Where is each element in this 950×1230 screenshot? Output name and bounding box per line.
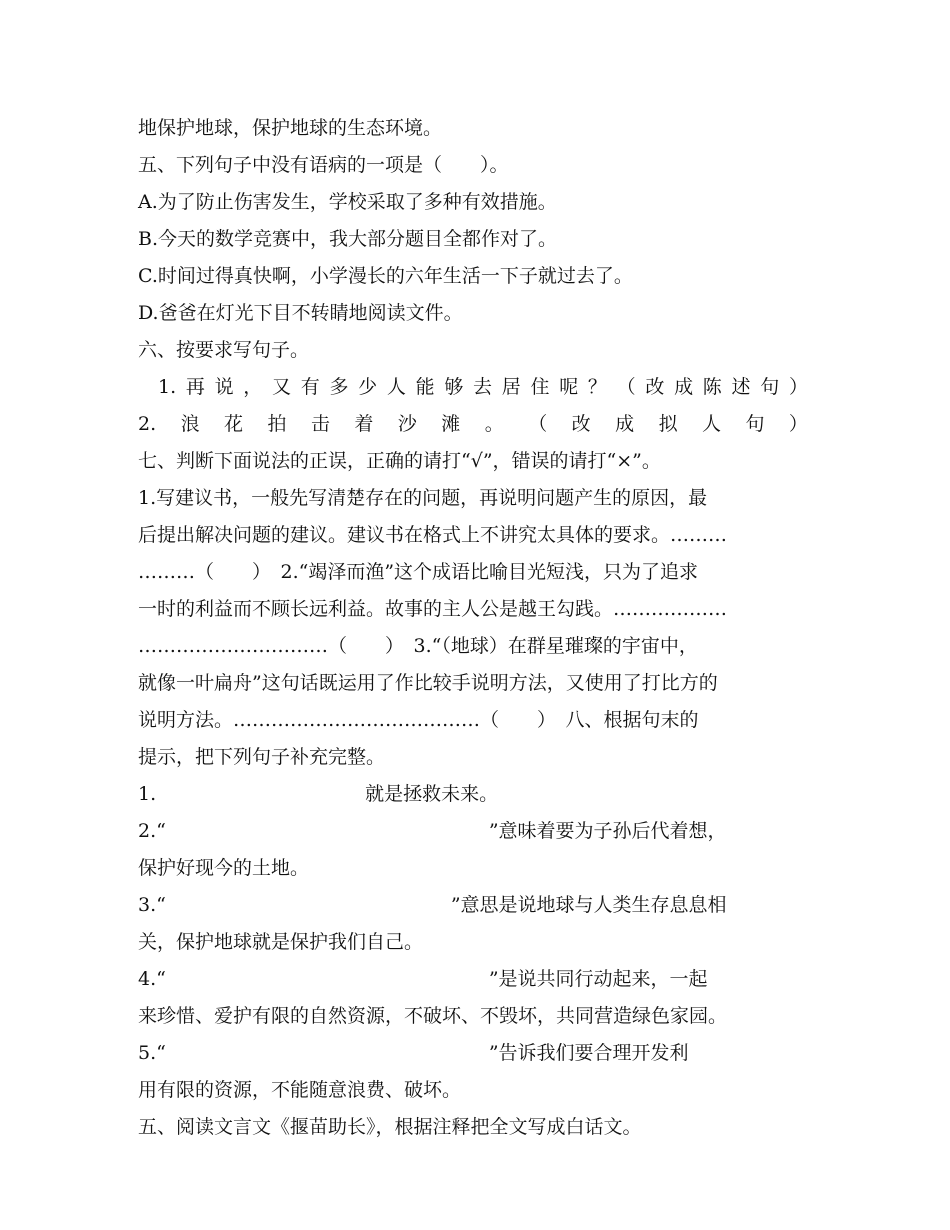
option-a: A.为了防止伤害发生，学校采取了多种有效措施。 bbox=[138, 191, 557, 213]
judgement-text: 后提出解决问题的建议。建议书在格式上不讲究太具体的要求。……… bbox=[138, 524, 728, 546]
char: （ bbox=[616, 376, 636, 398]
option-c: C.时间过得真快啊，小学漫长的六年生活一下子就过去了。 bbox=[138, 265, 633, 287]
judgement-text: 一时的利益而不顾长远利益。故事的主人公是越王勾践。……………… bbox=[138, 598, 728, 620]
char: 少 bbox=[358, 376, 378, 398]
char: 又 bbox=[272, 376, 292, 398]
fill-blank-item-4: 4.“ ”是说共同行动起来，一起 bbox=[138, 968, 708, 990]
char: 够 bbox=[444, 376, 464, 398]
sentence-task-2 bbox=[138, 406, 808, 442]
question-7-heading: 七、判断下面说法的正误，正确的请打“√”，错误的请打“×”。 bbox=[138, 450, 661, 472]
fill-blank-item-5-cont: 用有限的资源，不能随意浪费、破坏。 bbox=[138, 1079, 462, 1101]
fill-blank-item-2: 2.“ ”意味着要为子孙后代着想， bbox=[138, 820, 727, 842]
char: 沙 bbox=[397, 413, 417, 435]
fill-blank-item-1: 1. 就是拯救未来。 bbox=[138, 783, 499, 805]
question-8-heading: 提示，把下列句子补充完整。 bbox=[138, 746, 386, 768]
char: 改 bbox=[645, 376, 665, 398]
char: ？ bbox=[587, 376, 607, 398]
option-d: D.爸爸在灯光下目不转睛地阅读文件。 bbox=[138, 302, 463, 324]
judgement-text: …………………………（ ） 3.“（地球）在群星璀璨的宇宙中， bbox=[138, 635, 698, 657]
char: ） bbox=[788, 413, 808, 435]
char: 居 bbox=[501, 376, 521, 398]
char: 滩 bbox=[441, 413, 461, 435]
sentence-task-1 bbox=[158, 369, 808, 405]
char: 有 bbox=[300, 376, 320, 398]
judgement-text: 说明方法。…………………………………（ ） 八、根据句末的 bbox=[138, 709, 699, 731]
classical-reading-heading: 五、阅读文言文《揠苗助长》，根据注释把全文写成白话文。 bbox=[138, 1116, 642, 1138]
char: 呢 bbox=[559, 376, 579, 398]
char: 击 bbox=[310, 413, 330, 435]
char: 能 bbox=[415, 376, 435, 398]
question-5-heading: 五、下列句子中没有语病的一项是（ ）。 bbox=[138, 154, 509, 176]
judgement-text: 1.写建议书，一般先写清楚存在的问题，再说明问题产生的原因，最 bbox=[138, 487, 708, 509]
char: 拍 bbox=[267, 413, 287, 435]
text-line: 地保护地球，保护地球的生态环境。 bbox=[138, 117, 443, 139]
char: 成 bbox=[674, 376, 694, 398]
char: 陈 bbox=[702, 376, 722, 398]
char: 成 bbox=[615, 413, 635, 435]
char: 再 bbox=[185, 376, 205, 398]
char: 人 bbox=[386, 376, 406, 398]
char: 句 bbox=[745, 413, 765, 435]
char: 。 bbox=[484, 413, 504, 435]
option-b: B.今天的数学竞赛中，我大部分题目全都作对了。 bbox=[138, 228, 558, 250]
char: 花 bbox=[224, 413, 244, 435]
judgement-text: 就像一叶扁舟”这句话既运用了作比较手说明方法，又使用了打比方的 bbox=[138, 672, 718, 694]
char: 多 bbox=[329, 376, 349, 398]
char: 句 bbox=[760, 376, 780, 398]
char: 人 bbox=[702, 413, 722, 435]
fill-blank-item-2-cont: 保护好现今的土地。 bbox=[138, 857, 310, 879]
question-6-heading: 六、按要求写句子。 bbox=[138, 339, 310, 361]
char: 改 bbox=[571, 413, 591, 435]
judgement-text: ………（ ） 2.“竭泽而渔”这个成语比喻目光短浅，只为了追求 bbox=[138, 561, 699, 583]
char: （ bbox=[528, 413, 548, 435]
char: 去 bbox=[473, 376, 493, 398]
char: 2. bbox=[138, 413, 157, 435]
char: 浪 bbox=[180, 413, 200, 435]
fill-blank-item-3-cont: 关，保护地球就是保护我们自己。 bbox=[138, 931, 424, 953]
char: 说 bbox=[214, 376, 234, 398]
char: 着 bbox=[354, 413, 374, 435]
char: 住 bbox=[530, 376, 550, 398]
char: 述 bbox=[731, 376, 751, 398]
fill-blank-item-3: 3.“ ”意思是说地球与人类生存息息相 bbox=[138, 894, 727, 916]
char: 拟 bbox=[658, 413, 678, 435]
char: 1. bbox=[158, 376, 177, 398]
fill-blank-item-5: 5.“ ”告诉我们要合理开发利 bbox=[138, 1042, 689, 1064]
char: ） bbox=[788, 376, 808, 398]
char: ， bbox=[243, 376, 263, 398]
fill-blank-item-4-cont: 来珍惜、爱护有限的自然资源，不破坏、不毁坏，共同营造绿色家园。 bbox=[138, 1005, 728, 1027]
